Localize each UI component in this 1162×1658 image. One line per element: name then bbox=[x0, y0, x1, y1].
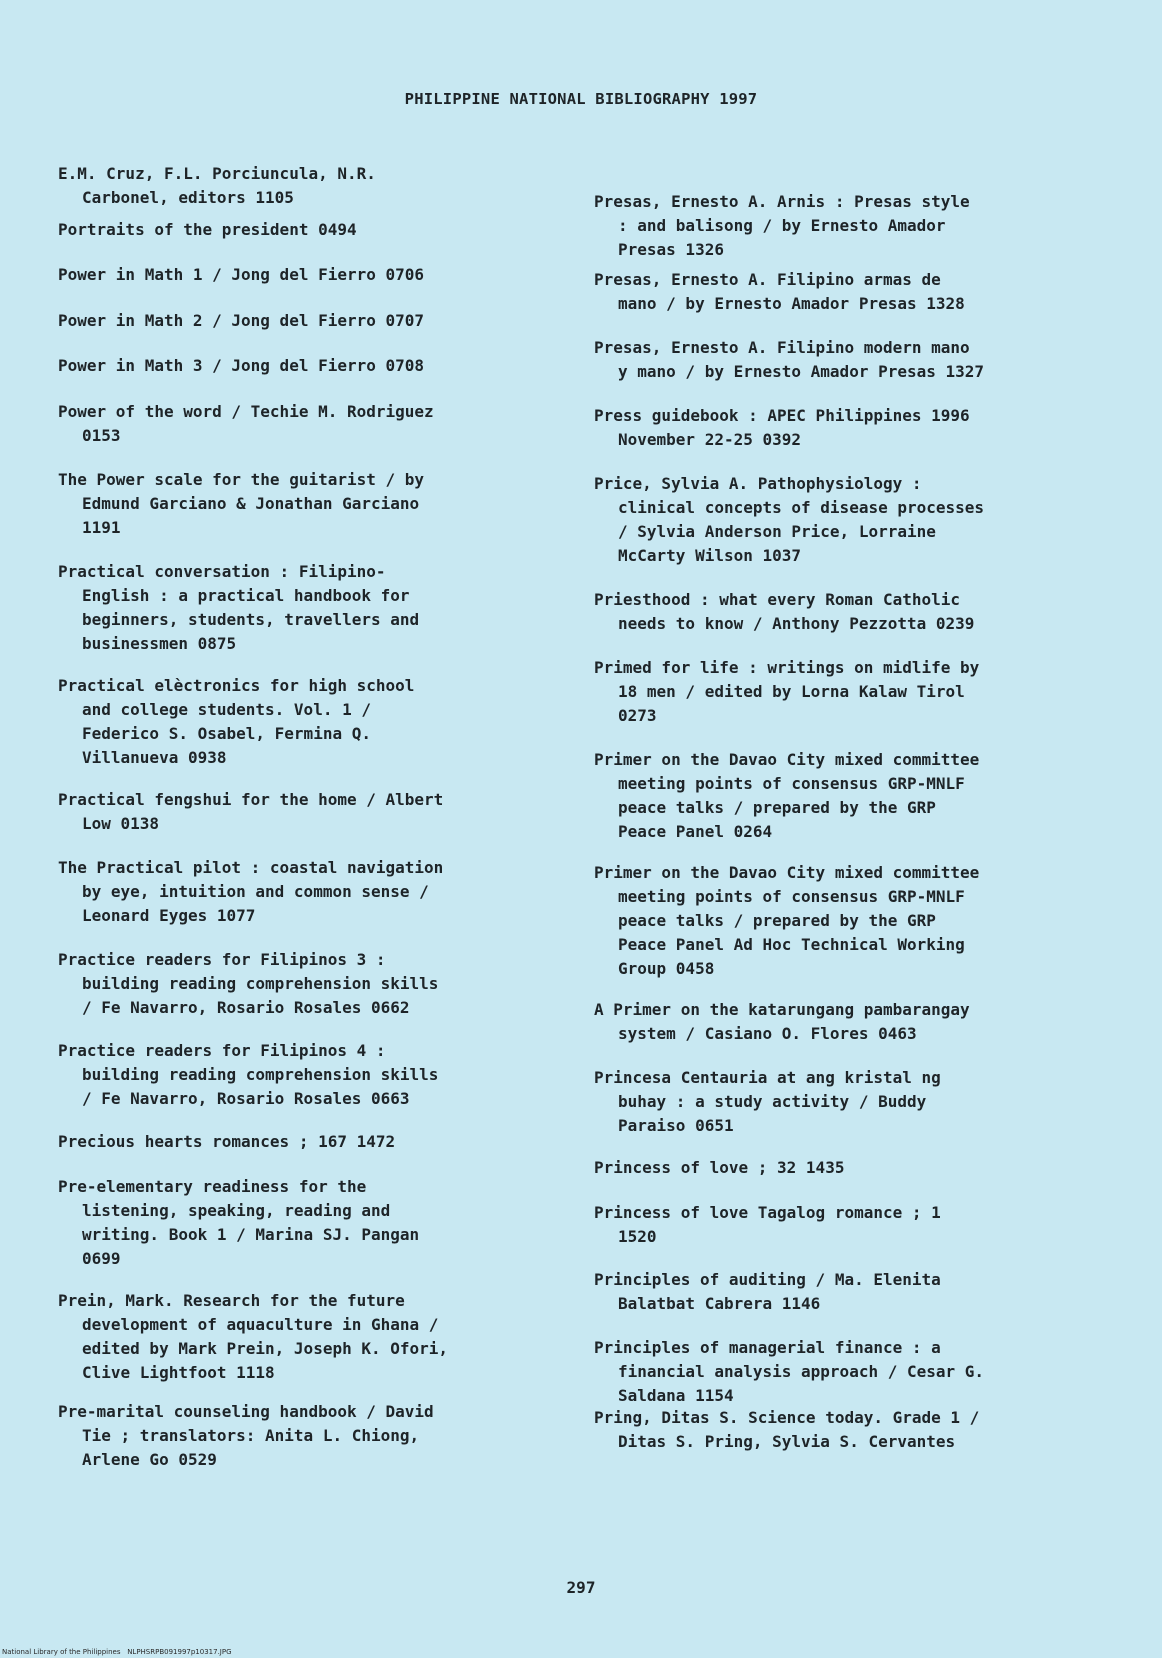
entry-line: Portraits of the president 0494 bbox=[58, 220, 357, 239]
entry-continuation-line: listening, speaking, reading and bbox=[82, 1201, 391, 1220]
entry-continuation-line: Group 0458 bbox=[618, 959, 715, 978]
page-header: PHILIPPINE NATIONAL BIBLIOGRAPHY 1997 bbox=[404, 90, 758, 108]
entry-line: E.M. Cruz, F.L. Porciuncula, N.R. bbox=[58, 164, 376, 183]
entry-continuation-line: mano / by Ernesto Amador Presas 1328 bbox=[618, 294, 965, 313]
entry-line: Pring, Ditas S. Science today. Grade 1 / bbox=[594, 1408, 980, 1427]
entry-continuation-line: by eye, intuition and common sense / bbox=[82, 882, 429, 901]
bibliography-entry bbox=[58, 1175, 558, 1271]
entry-line: Practical fengshui for the home / Albert bbox=[58, 790, 444, 809]
entry-line: Power in Math 2 / Jong del Fierro 0707 bbox=[58, 311, 425, 330]
bibliography-entry bbox=[594, 1201, 1094, 1249]
entry-continuation-line: financial analysis approach / Cesar G. bbox=[618, 1362, 985, 1381]
entry-continuation-line: meeting points of consensus GRP-MNLF bbox=[618, 774, 965, 793]
bibliography-entry bbox=[58, 1039, 558, 1111]
entry-line: The Power scale for the guitarist / by bbox=[58, 470, 425, 489]
bibliography-entry bbox=[58, 948, 558, 1020]
entry-line: Pre-marital counseling handbook / David bbox=[58, 1402, 434, 1421]
entry-line: Primer on the Davao City mixed committee bbox=[594, 750, 980, 769]
entry-continuation-line: 18 men / edited by Lorna Kalaw Tirol bbox=[618, 682, 965, 701]
entry-continuation-line: edited by Mark Prein, Joseph K. Ofori, bbox=[82, 1339, 449, 1358]
entry-continuation-line: peace talks / prepared by the GRP bbox=[618, 911, 936, 930]
bibliography-entry bbox=[594, 588, 1094, 636]
entry-continuation-line: English : a practical handbook for bbox=[82, 586, 410, 605]
entry-line: Princess of love ; 32 1435 bbox=[594, 1158, 845, 1177]
bibliography-entry bbox=[58, 856, 558, 928]
bibliography-entry bbox=[58, 400, 558, 448]
bibliography-entry bbox=[58, 1289, 558, 1385]
bibliography-entry bbox=[594, 336, 1094, 384]
entry-continuation-line: Carbonel, editors 1105 bbox=[82, 188, 294, 207]
entry-continuation-line: building reading comprehension skills bbox=[82, 974, 439, 993]
entry-continuation-line: businessmen 0875 bbox=[82, 634, 237, 653]
entry-line: Practice readers for Filipinos 4 : bbox=[58, 1041, 386, 1060]
entry-continuation-line: system / Casiano O. Flores 0463 bbox=[618, 1024, 917, 1043]
entry-continuation-line: / Fe Navarro, Rosario Rosales 0663 bbox=[82, 1089, 410, 1108]
bibliography-entry bbox=[594, 1268, 1094, 1316]
bibliography-entry bbox=[58, 1130, 558, 1154]
entry-continuation-line: Edmund Garciano & Jonathan Garciano bbox=[82, 494, 420, 513]
bibliography-entry bbox=[58, 1400, 558, 1472]
bibliography-entry bbox=[594, 861, 1094, 981]
entry-line: Presas, Ernesto A. Filipino modern mano bbox=[594, 338, 970, 357]
entry-line: Price, Sylvia A. Pathophysiology : bbox=[594, 474, 922, 493]
entry-line: Practical conversation : Filipino- bbox=[58, 562, 386, 581]
bibliography-entry bbox=[594, 190, 1094, 262]
bibliography-entry bbox=[594, 472, 1094, 568]
entry-continuation-line: 0273 bbox=[618, 706, 657, 725]
bibliography-entry bbox=[594, 268, 1094, 316]
bibliography-entry bbox=[594, 656, 1094, 728]
entry-line: Presas, Ernesto A. Arnis : Presas style bbox=[594, 192, 970, 211]
entry-continuation-line: Presas 1326 bbox=[618, 240, 724, 259]
bibliography-entry bbox=[594, 1066, 1094, 1138]
entry-continuation-line: Villanueva 0938 bbox=[82, 748, 227, 767]
entry-continuation-line: Peace Panel Ad Hoc Technical Working bbox=[618, 935, 965, 954]
entry-line: Practical elèctronics for high school bbox=[58, 676, 415, 695]
bibliography-entry bbox=[594, 748, 1094, 844]
entry-continuation-line: buhay : a study activity / Buddy bbox=[618, 1092, 927, 1111]
entry-line: Press guidebook : APEC Philippines 1996 bbox=[594, 406, 970, 425]
entry-line: Power in Math 3 / Jong del Fierro 0708 bbox=[58, 356, 425, 375]
bibliography-entry bbox=[58, 162, 558, 210]
entry-continuation-line: meeting points of consensus GRP-MNLF bbox=[618, 887, 965, 906]
entry-line: Presas, Ernesto A. Filipino armas de bbox=[594, 270, 941, 289]
bibliography-entry bbox=[58, 674, 558, 770]
entry-continuation-line: Balatbat Cabrera 1146 bbox=[618, 1294, 821, 1313]
entry-continuation-line: 0699 bbox=[82, 1249, 121, 1268]
entry-line: Priesthood : what every Roman Catholic bbox=[594, 590, 961, 609]
entry-continuation-line: Peace Panel 0264 bbox=[618, 822, 773, 841]
entry-line: Primer on the Davao City mixed committee bbox=[594, 863, 980, 882]
bibliography-entry bbox=[58, 560, 558, 656]
entry-continuation-line: : and balisong / by Ernesto Amador bbox=[618, 216, 946, 235]
entry-line: Precious hearts romances ; 167 1472 bbox=[58, 1132, 396, 1151]
entry-line: Principles of auditing / Ma. Elenita bbox=[594, 1270, 941, 1289]
entry-continuation-line: writing. Book 1 / Marina SJ. Pangan bbox=[82, 1225, 420, 1244]
bibliography-entry bbox=[594, 404, 1094, 452]
entry-continuation-line: Saldana 1154 bbox=[618, 1386, 734, 1405]
entry-line: Pre-elementary readiness for the bbox=[58, 1177, 367, 1196]
entry-line: Power in Math 1 / Jong del Fierro 0706 bbox=[58, 265, 425, 284]
bibliography-entry bbox=[594, 1156, 1094, 1180]
entry-continuation-line: development of aquaculture in Ghana / bbox=[82, 1315, 439, 1334]
entry-continuation-line: Ditas S. Pring, Sylvia S. Cervantes bbox=[618, 1432, 956, 1451]
page-number: 297 bbox=[566, 1578, 596, 1597]
entry-continuation-line: / Fe Navarro, Rosario Rosales 0662 bbox=[82, 998, 410, 1017]
entry-continuation-line: clinical concepts of disease processes bbox=[618, 498, 985, 517]
entry-line: Principles of managerial finance : a bbox=[594, 1338, 941, 1357]
entry-continuation-line: Low 0138 bbox=[82, 814, 160, 833]
entry-line: A Primer on the katarungang pambarangay bbox=[594, 1000, 970, 1019]
bibliography-entry bbox=[58, 788, 558, 836]
footer bbox=[2, 1648, 232, 1656]
entry-line: Princesa Centauria at ang kristal ng bbox=[594, 1068, 941, 1087]
entry-continuation-line: Paraiso 0651 bbox=[618, 1116, 734, 1135]
entry-continuation-line: 1191 bbox=[82, 518, 121, 537]
entry-continuation-line: / Sylvia Anderson Price, Lorraine bbox=[618, 522, 936, 541]
entry-line: Princess of love Tagalog romance ; 1 bbox=[594, 1203, 941, 1222]
entry-line: Power of the word / Techie M. Rodriguez bbox=[58, 402, 434, 421]
entry-continuation-line: November 22-25 0392 bbox=[618, 430, 802, 449]
bibliography-entry bbox=[594, 1406, 1094, 1454]
bibliography-entry bbox=[594, 1336, 1094, 1408]
entry-continuation-line: needs to know / Anthony Pezzotta 0239 bbox=[618, 614, 975, 633]
entry-line: The Practical pilot : coastal navigation bbox=[58, 858, 444, 877]
footer-library: National Library of the Philippines bbox=[2, 1648, 121, 1656]
bibliography-entry bbox=[58, 354, 558, 378]
entry-continuation-line: McCarty Wilson 1037 bbox=[618, 546, 802, 565]
entry-continuation-line: y mano / by Ernesto Amador Presas 1327 bbox=[618, 362, 985, 381]
footer-file-id: NLPHSRPB091997p10317.JPG bbox=[127, 1648, 232, 1656]
entry-continuation-line: Federico S. Osabel, Fermina Q. bbox=[82, 724, 371, 743]
entry-continuation-line: Leonard Eyges 1077 bbox=[82, 906, 256, 925]
bibliography-entry bbox=[58, 468, 558, 540]
entry-continuation-line: building reading comprehension skills bbox=[82, 1065, 439, 1084]
entry-line: Practice readers for Filipinos 3 : bbox=[58, 950, 386, 969]
entry-continuation-line: beginners, students, travellers and bbox=[82, 610, 420, 629]
entry-continuation-line: Tie ; translators: Anita L. Chiong, bbox=[82, 1426, 420, 1445]
bibliography-entry bbox=[58, 263, 558, 287]
bibliography-entry bbox=[58, 218, 558, 242]
entry-continuation-line: and college students. Vol. 1 / bbox=[82, 700, 371, 719]
entry-continuation-line: Clive Lightfoot 1118 bbox=[82, 1363, 275, 1382]
entry-continuation-line: peace talks / prepared by the GRP bbox=[618, 798, 936, 817]
bibliography-entry bbox=[594, 998, 1094, 1046]
bibliography-entry bbox=[58, 309, 558, 333]
entry-continuation-line: 1520 bbox=[618, 1227, 657, 1246]
entry-line: Primed for life : writings on midlife by bbox=[594, 658, 980, 677]
entry-continuation-line: 0153 bbox=[82, 426, 121, 445]
entry-line: Prein, Mark. Research for the future bbox=[58, 1291, 405, 1310]
entry-continuation-line: Arlene Go 0529 bbox=[82, 1450, 217, 1469]
